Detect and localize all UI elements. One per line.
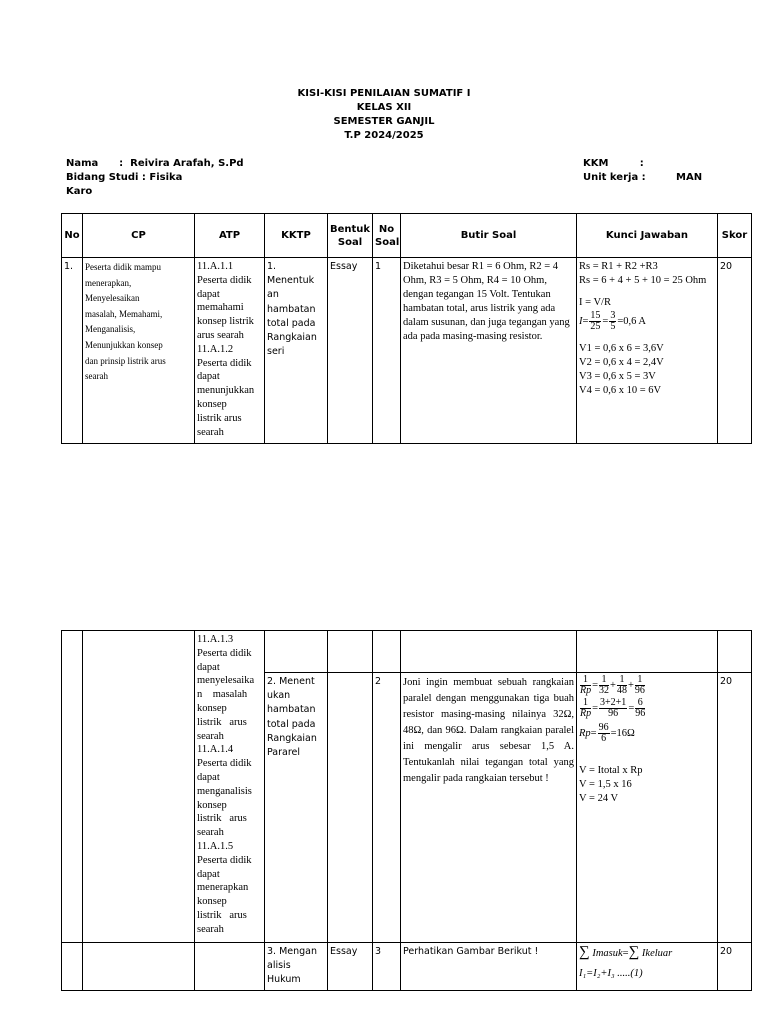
row1-cp — [83, 258, 195, 444]
atp-line: memahami — [197, 302, 244, 314]
eq-num: 1 — [580, 698, 591, 709]
row1-kunci-jawaban — [577, 258, 718, 444]
row2-butir-soal: Joni ingin membuat sebuah rangkaian paralel dengan menggunakan tiga buah resistor masing-masing nilainya 32Ω, 48Ω, dan 96Ω. Dalam rangkaian paralel ini mengalir arus sebesar 1,5 A. Tentukanlah nilai tegangan total yang mengalir pada rangkaian tersebut ! — [401, 673, 577, 943]
atp-line: menerapkan — [197, 882, 249, 894]
atp-line: konsep — [197, 398, 227, 410]
atp-line: searah — [197, 426, 224, 438]
eq-den: 96 — [634, 685, 645, 696]
kunci-line: Rs = 6 + 4 + 5 + 10 = 25 Ohm — [579, 275, 707, 286]
eq-fraction — [580, 698, 591, 719]
info-karo: Karo — [66, 186, 93, 197]
eq-symbol: Rp — [579, 727, 591, 739]
kunci-line: V3 = 0,6 x 5 = 3V — [579, 371, 656, 382]
eq-den: 48 — [616, 685, 627, 696]
row3-skor: 20 — [718, 943, 752, 991]
row1-no-soal: 1 — [373, 258, 401, 444]
row2-kktp — [265, 673, 328, 943]
row1-butir-soal: Diketahui besar R1 = 6 Ohm, R2 = 4 Ohm, R3 = 5 Ohm, R4 = 10 Ohm, dengan tegangan 15 Volt. Tentukan hambatan total, arus listrik yang ada dalam susunan, dan juga tegangan yang ada pada masing-masing resistor. — [401, 258, 577, 444]
kktp-line: seri — [267, 346, 285, 358]
parallel-equation-2: $\frac{1}{Rp}$ = $\frac{3+2+1}{96}$ = $\frac{6}{96}$ — [580, 697, 646, 719]
kktp-line: hambatan — [267, 303, 316, 315]
atp-line: 11.A.1.1 — [197, 261, 234, 272]
doc-title-2: KELAS XII — [356, 102, 412, 113]
row1-no: 1. — [62, 258, 83, 444]
eq-num: 1 — [617, 675, 627, 686]
sum-symbol: ∑ — [579, 944, 590, 960]
cp-line: Menunjukkan konsep — [85, 339, 163, 350]
kunci-line: V4 = 0,6 x 10 = 6V — [579, 385, 662, 396]
eq-fraction — [580, 675, 591, 696]
row3-kktp — [265, 943, 328, 991]
header-no-soal: No Soal — [373, 214, 401, 258]
atp-line: dapat — [197, 288, 220, 300]
atp-line: listrik arus — [197, 412, 242, 424]
row3-butir-soal: Perhatikan Gambar Berikut ! — [401, 943, 577, 991]
atp-line: arus searah — [197, 329, 244, 341]
eq-den: 32 — [599, 685, 610, 696]
eq-fraction — [598, 723, 610, 744]
header-kunci-jawaban: Kunci Jawaban — [577, 214, 718, 258]
info-nama: Nama : Reivira Arafah, S.Pd — [66, 158, 244, 169]
eq-symbol: I — [579, 315, 583, 327]
eq-fraction — [599, 698, 627, 719]
kktp-line: Rangkaian — [267, 732, 317, 744]
atp-line: searah — [197, 923, 224, 935]
eq-num: 1 — [635, 675, 645, 686]
eq-den: Rp — [580, 685, 592, 696]
parallel-equation-1: $\frac{1}{Rp}$ = $\frac{1}{32}$ + $\frac{1}{48}$ + $\frac{1}{96}$ — [580, 674, 645, 696]
row1-skor: 20 — [718, 258, 752, 444]
row3-bentuk-soal: Essay — [328, 943, 373, 991]
eq-fraction — [609, 311, 616, 332]
eq-num: 1 — [580, 675, 591, 686]
row3-no-soal: 3 — [373, 943, 401, 991]
kktp-line: 3. Mengan — [267, 946, 318, 957]
kktp-line: total pada — [267, 317, 316, 329]
kktp-line: 1. — [267, 261, 277, 272]
info-unit: Unit kerja : — [583, 172, 646, 183]
kirchhoff-equation: ∑ Imasuk=∑ Ikeluar — [579, 944, 673, 960]
atp-line: searah — [197, 730, 224, 742]
kunci-line: V = 24 V — [579, 793, 619, 804]
eq-result: 16Ω — [616, 727, 635, 739]
row2-no-soal: 2 — [373, 673, 401, 943]
kunci-line: V2 = 0,6 x 4 = 2,4V — [579, 357, 664, 368]
kisi-table-2 — [61, 630, 752, 991]
sum-symbol: ∑ — [628, 944, 640, 960]
atp-line: 11.A.1.2 — [197, 343, 234, 355]
kunci-line: V = Itotal x Rp — [579, 765, 643, 776]
eq-result: 0,6 A — [623, 315, 647, 327]
atp-line: konsep — [197, 896, 227, 908]
row2-atp — [195, 631, 265, 943]
row1-bentuk-soal: Essay — [328, 258, 373, 444]
eq-num: 3 — [610, 310, 616, 321]
eq-term: Ikeluar — [641, 948, 673, 959]
row3-kunci-jawaban — [577, 943, 718, 991]
info-unit-value: MAN — [676, 172, 703, 183]
atp-line: 11.A.1.5 — [197, 840, 234, 852]
eq-num: 1 — [599, 675, 609, 686]
eq-num: 15 — [590, 310, 601, 321]
cp-line: searah — [85, 371, 108, 382]
table-row-3 — [62, 943, 752, 991]
doc-title-3: SEMESTER GANJIL — [333, 116, 435, 127]
atp-line: searah — [197, 827, 224, 839]
row2-kunci-jawaban — [577, 673, 718, 943]
atp-line: Peserta didik — [197, 854, 252, 866]
header-bentuk-soal: Bentuk Soal — [328, 214, 373, 258]
eq-fraction — [635, 698, 645, 719]
doc-title-4: T.P 2024/2025 — [344, 130, 424, 141]
header-no: No — [62, 214, 83, 258]
info-bidang: Bidang Studi : Fisika — [66, 172, 183, 183]
kktp-line: Pararel — [267, 747, 301, 759]
kktp-line: an — [267, 289, 279, 301]
atp-line: 11.A.1.3 — [197, 634, 234, 645]
kisi-table-1 — [61, 213, 752, 444]
cp-line: menerapkan, — [85, 277, 132, 288]
atp-line: listrik arus — [197, 813, 247, 825]
doc-title-1: KISI-KISI PENILAIAN SUMATIF I — [297, 88, 471, 99]
kktp-line: Menentuk — [267, 275, 315, 287]
kunci-line: I₁=I₂+I₃ .....(1) — [579, 968, 643, 979]
atp-line: listrik arus — [197, 716, 247, 728]
kktp-line: Hukum — [267, 974, 301, 986]
eq-den: Rp — [580, 708, 592, 719]
header-cp: CP — [83, 214, 195, 258]
atp-line: listrik arus — [197, 909, 247, 921]
info-kkm: KKM : — [583, 158, 644, 169]
eq-den: 6 — [601, 733, 607, 744]
atp-line: dapat — [197, 771, 220, 783]
parallel-equation-3: Rp= $\frac{96}{6}$ =16Ω — [579, 722, 635, 744]
cp-line: Peserta didik mampu — [85, 262, 161, 272]
header-atp: ATP — [195, 214, 265, 258]
eq-fraction — [589, 311, 601, 332]
atp-line: dapat — [197, 371, 220, 383]
atp-line: konsep — [197, 799, 227, 811]
atp-line: menyelesaika — [197, 675, 255, 687]
eq-num: 6 — [635, 698, 645, 709]
atp-line: Peserta didik — [197, 357, 252, 369]
atp-line: konsep — [197, 702, 227, 714]
header-skor: Skor — [718, 214, 752, 258]
eq-fraction — [617, 675, 627, 696]
eq-term: Imasuk — [592, 948, 623, 959]
atp-line: Peserta didik — [197, 647, 252, 659]
atp-line: menunjukkan — [197, 385, 255, 397]
atp-line: dapat — [197, 868, 220, 880]
atp-line: konsep listrik — [197, 316, 254, 328]
atp-line: menganalisis — [197, 785, 252, 797]
row2-skor: 20 — [718, 673, 752, 943]
table-row-2a — [62, 631, 752, 673]
kunci-line: Rs = R1 + R2 +R3 — [579, 261, 658, 272]
table-header-row — [62, 214, 752, 258]
kktp-line: total pada — [267, 718, 316, 730]
kktp-line: ukan — [267, 690, 291, 702]
header-butir-soal: Butir Soal — [401, 214, 577, 258]
kktp-line: alisis — [267, 960, 291, 972]
eq-den: 96 — [635, 708, 646, 719]
atp-line: dapat — [197, 661, 220, 673]
eq-den: 96 — [608, 708, 619, 719]
atp-line: Peserta didik — [197, 758, 252, 770]
kktp-line: Rangkaian — [267, 332, 317, 344]
kktp-line: 2. Menent — [267, 676, 315, 687]
cp-line: Menyelesaikan — [85, 293, 140, 304]
eq-den: 5 — [610, 321, 616, 332]
eq-fraction — [635, 675, 645, 696]
eq-num: 96 — [598, 722, 609, 733]
kunci-line: V = 1,5 x 16 — [579, 779, 632, 790]
cp-line: Menganalisis, — [85, 324, 136, 335]
cp-line: dan prinsip listrik arus — [85, 355, 166, 366]
cp-line: masalah, Memahami, — [85, 308, 163, 319]
atp-line: n masalah — [197, 689, 248, 701]
eq-den: 25 — [590, 321, 601, 332]
kunci-line: I = V/R — [579, 297, 611, 308]
eq-num: 3+2+1 — [600, 697, 627, 708]
atp-line: 11.A.1.4 — [197, 744, 234, 756]
atp-line: Peserta didik — [197, 274, 252, 286]
current-equation: I= $\frac{15}{25}$ = $\frac{3}{5}$ =0,6 A — [579, 310, 647, 332]
row1-kktp — [265, 258, 328, 444]
kktp-line: hambatan — [267, 704, 316, 716]
eq-fraction — [599, 675, 609, 696]
table-row-1 — [62, 258, 752, 444]
header-kktp: KKTP — [265, 214, 328, 258]
row1-atp — [195, 258, 265, 444]
kunci-line: V1 = 0,6 x 6 = 3,6V — [579, 343, 664, 354]
